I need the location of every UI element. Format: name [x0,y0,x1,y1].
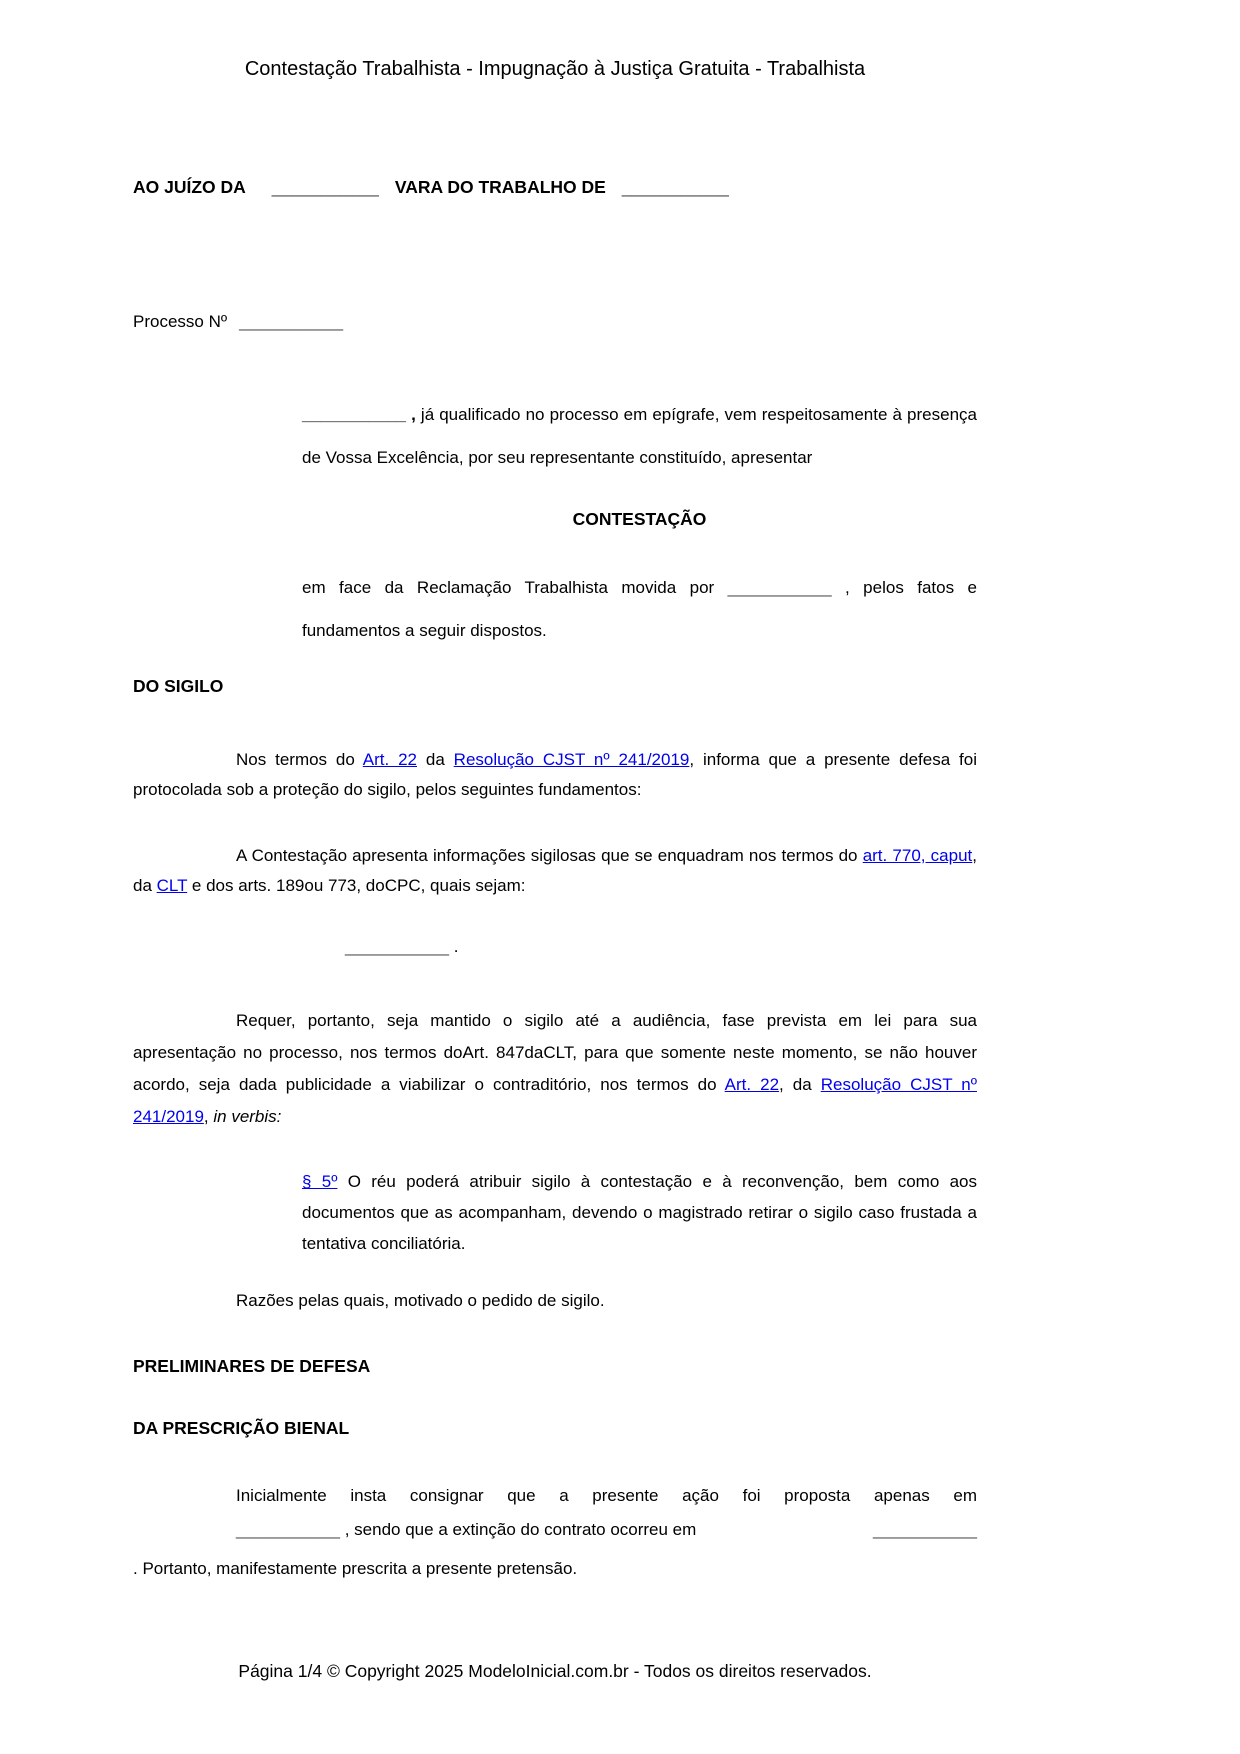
emface-post: , pelos fatos e fundamentos a seguir dispostos. [302,578,977,640]
sigilo-p3-sep: , [203,1107,214,1126]
intro-comma: , [406,405,416,424]
document-title: Contestação Trabalhista - Impugnação à Justiça Gratuita - Trabalhista [244,58,866,80]
prescricao-line-2-left [236,1519,696,1541]
sigilo-paragraph-2 [133,841,977,901]
addressing-part1: AO JUÍZO DA [133,177,246,197]
sigilo-p2-pre: A Contestação apresenta informações sigilosas que se enquadram nos termos do [236,846,863,865]
sigilo-p3-pre: Requer, portanto, seja mantido o sigilo até a audiência, fase prevista em lei para sua apresentação no processo, nos termos doArt. 847daCLT, para que somente neste momento, se não houver acordo, seja dada publicidade a viabilizar o contraditório, nos termos do [133,1011,977,1094]
emface-pre: em face da Reclamação Trabalhista movida por [302,578,728,597]
sigilo-p1-pre: Nos termos do [236,750,363,769]
blank-line-dot: . [449,937,459,956]
prescricao-line-2-text: , sendo que a extinção do contrato ocorreu em [340,1520,697,1539]
process-number-line [133,311,977,333]
blank-field-processo-numero: ___________ [239,312,344,331]
prescricao-line-1: Inicialmente insta consignar que a presente ação foi proposta apenas em [236,1486,977,1505]
blank-field-reclamada-nome: ___________ [302,405,407,424]
process-number-label: Processo Nº [133,312,228,331]
link-resolucao-cjst-241-2019-segundo[interactable]: Resolução CJST nº 241/2019 [133,1075,977,1126]
link-art-770-caput[interactable]: art. 770, caput [862,846,973,865]
sigilo-p3-inverbis: in verbis: [213,1107,282,1126]
sigilo-p1-mid: da [417,750,454,769]
blank-field-vara-numero: ___________ [271,177,379,197]
intro-text: já qualificado no processo em epígrafe, vem respeitosamente à presença de Vossa Excelência, por seu representante constituído, apresentar [302,405,977,467]
link-clt[interactable]: CLT [156,876,188,895]
sigilo-p2-post: e dos arts. 189ou 773, doCPC, quais sejam: [187,876,526,895]
prescricao-line-3: . Portanto, manifestamente prescrita a presente pretensão. [133,1559,578,1578]
sigilo-paragraph-1 [133,745,977,805]
sigilo-p3-mid: , da [779,1075,821,1094]
emface-paragraph [302,566,977,652]
addressing-part2: VARA DO TRABALHO DE [394,177,606,197]
link-art-22[interactable]: Art. 22 [362,750,418,769]
preliminares-heading: PRELIMINARES DE DEFESA [133,1356,371,1376]
link-art-22-segundo[interactable]: Art. 22 [724,1075,780,1094]
prescricao-line-2 [236,1519,977,1541]
sigilo-p1-post: , informa que a presente defesa foi protocolada sob a proteção do sigilo, pelos seguintes fundamentos: [133,750,977,799]
prescricao-heading: DA PRESCRIÇÃO BIENAL [133,1418,350,1438]
blank-field-comarca: ___________ [621,177,729,197]
sigilo-paragraph-4: Razões pelas quais, motivado o pedido de sigilo. [236,1291,605,1310]
sigilo-quote-block [302,1166,977,1259]
sigilo-quote-text: O réu poderá atribuir sigilo à contestação e à reconvenção, bem como aos documentos que as acompanham, devendo o magistrado retirar o sigilo caso frustada a tentativa conciliatória. [302,1172,977,1253]
prescricao-paragraph [133,1485,977,1580]
sigilo-p2-mid: , da [133,846,977,895]
blank-field-reclamante-nome: ___________ [727,578,832,597]
sigilo-heading: DO SIGILO [133,676,224,696]
blank-field-data-extincao: ___________ [872,1520,977,1539]
court-addressing-line [133,176,977,198]
link-paragrafo-5[interactable]: § 5º [302,1172,338,1191]
sigilo-blank-line [345,936,458,958]
blank-field-data-ajuizamento: ___________ [236,1520,341,1539]
sigilo-paragraph-3 [133,1005,977,1133]
link-resolucao-cjst-241-2019[interactable]: Resolução CJST nº 241/2019 [453,750,690,769]
intro-paragraph [302,393,977,479]
blank-field-fundamento-sigilo: ___________ [345,937,450,956]
contestacao-heading: CONTESTAÇÃO [572,509,707,529]
page-footer: Página 1/4 © Copyright 2025 ModeloInicial.com.br - Todos os direitos reservados. [238,1661,872,1681]
